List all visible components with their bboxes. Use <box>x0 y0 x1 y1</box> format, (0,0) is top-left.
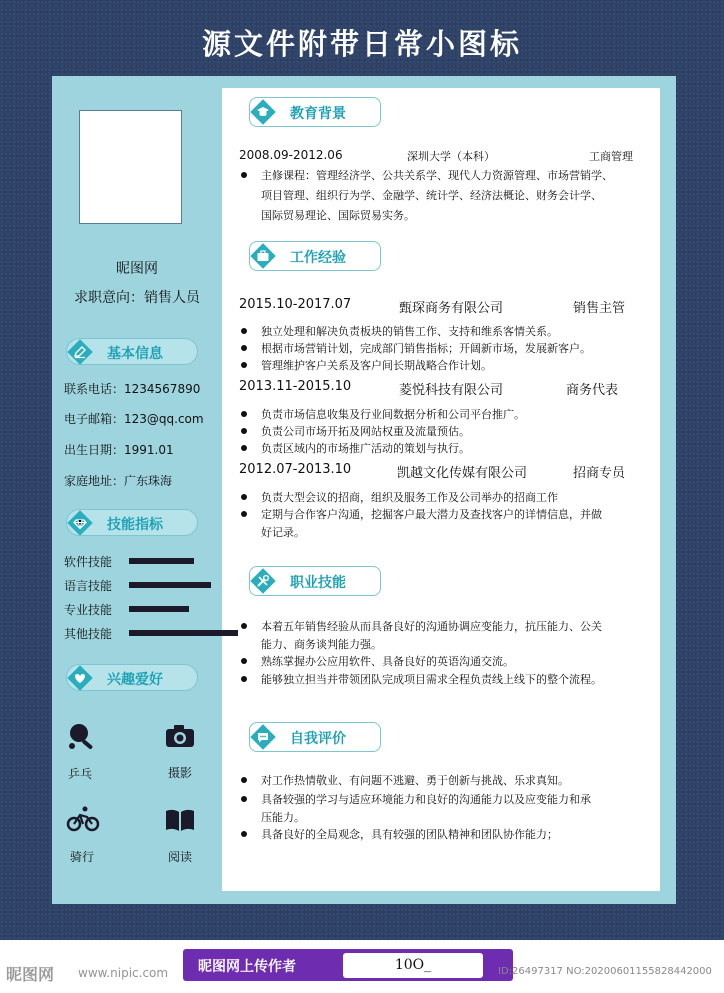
watermark-url: www.nipic.com <box>78 966 169 980</box>
skill-line: 能力、商务谈判能力强。 <box>261 638 382 651</box>
bullet <box>241 676 247 682</box>
job-position: 商务代表 <box>566 383 619 398</box>
duty-line: 根据市场营销计划，完成部门销售指标；开阔新市场，发展新客户。 <box>261 342 591 355</box>
bicycle-icon <box>66 806 100 832</box>
bullet <box>241 831 247 837</box>
image-id-line: ID:26497317 NO:20200601155828442000 <box>498 966 712 977</box>
self-eval-line: 对工作热情敬业、有问题不逃避、勇于创新与挑战、乐求真知。 <box>261 774 569 787</box>
ping-pong-icon <box>66 722 100 752</box>
email-text: 电子邮箱：123@qq.com <box>64 412 204 426</box>
bullet <box>241 411 247 417</box>
skill-line: 本着五年销售经验从而具备良好的沟通协调应变能力，抗压能力、公关 <box>261 620 602 633</box>
duty-line: 负责大型会议的招商，组织及服务工作及公司举办的招商工作 <box>261 491 558 504</box>
uploader-name[interactable]: 10O_ <box>343 953 483 978</box>
job-period: 2013.11-2015.10 <box>239 379 352 394</box>
course-line: 主修课程：管理经济学、公共关系学、现代人力资源管理、市场营销学、 <box>261 169 613 182</box>
bullet <box>241 494 247 500</box>
job-intent: 求职意向：销售人员 <box>74 290 200 306</box>
book-icon <box>165 808 195 832</box>
hobby-label: 摄影 <box>167 766 192 780</box>
duty-line: 独立处理和解决负责板块的销售工作、支持和维系客情关系。 <box>261 325 558 338</box>
job-company: 菱悦科技有限公司 <box>399 383 504 398</box>
skill-label: 软件技能 <box>64 555 113 569</box>
tools-icon <box>252 570 274 592</box>
skills-title: 技能指标 <box>107 517 163 533</box>
photo-placeholder[interactable] <box>79 110 182 224</box>
job-company: 凯越文化传媒有限公司 <box>397 466 528 481</box>
birth-date-text: 出生日期：1991.01 <box>64 443 174 457</box>
camera-icon <box>165 724 195 748</box>
job-company: 甄琛商务有限公司 <box>399 301 504 316</box>
duty-line: 定期与合作客户沟通，挖掘客户最大潜力及查找客户的详情信息，并做 <box>261 508 602 521</box>
job-position: 招商专员 <box>573 466 626 481</box>
basic-info-title: 基本信息 <box>107 346 163 362</box>
education-period: 2008.09-2012.06 <box>239 148 343 162</box>
chat-bubble-icon <box>252 726 274 748</box>
diamond-gem-icon <box>69 512 91 534</box>
bullet <box>241 428 247 434</box>
bullet <box>241 511 247 517</box>
hobbies-header <box>66 664 198 691</box>
duty-line: 好记录。 <box>261 526 305 539</box>
course-line: 项目管理、组织行为学、金融学、统计学、经济法概论、财务会计学、 <box>261 189 602 202</box>
hobbies-title: 兴趣爱好 <box>107 672 163 688</box>
education-title: 教育背景 <box>290 106 346 122</box>
bullet <box>241 777 247 783</box>
skill-bar <box>129 582 211 588</box>
education-school: 深圳大学（本科） <box>407 150 495 163</box>
hobby-label: 乒乓 <box>67 767 92 781</box>
duty-line: 管理维护客户关系及客户间长期战略合作计划。 <box>261 359 492 372</box>
watermark-logo: 昵图网 <box>6 965 55 984</box>
graduation-cap-icon <box>252 101 274 123</box>
duty-line: 负责公司市场开拓及网站权重及流量预估。 <box>261 425 470 438</box>
skill-line: 熟练掌握办公应用软件、具备良好的英语沟通交流。 <box>261 655 514 668</box>
phone-text: 联系电话：1234567890 <box>64 382 201 396</box>
heart-icon <box>69 667 91 689</box>
job-period: 2015.10-2017.07 <box>239 297 352 312</box>
hobby-label: 骑行 <box>69 850 94 864</box>
bullet <box>241 796 247 802</box>
work-title: 工作经验 <box>290 250 346 266</box>
bullet <box>241 658 247 664</box>
self-eval-line: 具备较强的学习与适应环境能力和良好的沟通能力以及应变能力和承 <box>261 793 591 806</box>
bullet <box>241 623 247 629</box>
basic-info-header <box>66 338 198 365</box>
briefcase-icon <box>252 245 274 267</box>
duty-line: 负责市场信息收集及行业间数据分析和公司平台推广。 <box>261 408 525 421</box>
skill-bar <box>129 630 238 636</box>
skill-line: 能够独立担当并带领团队完成项目需求全程负责线上线下的整个流程。 <box>261 673 602 686</box>
professional-skills-title: 职业技能 <box>290 575 346 591</box>
applicant-name: 昵图网 <box>116 261 158 277</box>
job-position: 销售主管 <box>573 301 626 316</box>
skill-bar <box>129 606 189 612</box>
self-eval-header <box>249 722 381 752</box>
skill-label: 其他技能 <box>64 627 113 641</box>
edit-icon <box>69 341 91 363</box>
skill-bar <box>129 558 194 564</box>
course-line: 国际贸易理论、国际贸易实务。 <box>261 209 415 222</box>
job-period: 2012.07-2013.10 <box>239 462 352 477</box>
hobby-label: 阅读 <box>167 850 192 864</box>
skill-label: 专业技能 <box>64 603 113 617</box>
education-header <box>249 97 381 127</box>
bullet <box>241 345 247 351</box>
professional-skills-header <box>249 566 381 596</box>
skill-label: 语言技能 <box>64 579 113 593</box>
education-major: 工商管理 <box>589 150 633 163</box>
bullet <box>241 445 247 451</box>
self-eval-line: 具备良好的全局观念，具有较强的团队精神和团队协作能力； <box>261 828 558 841</box>
bullet <box>241 328 247 334</box>
work-header <box>249 241 381 271</box>
page-title: 源文件附带日常小图标 <box>201 27 522 61</box>
skills-header <box>66 509 198 536</box>
uploader-label: 昵图网上传作者 <box>198 959 296 975</box>
address-text: 家庭地址：广东珠海 <box>64 474 173 488</box>
self-eval-line: 压能力。 <box>261 811 305 824</box>
bullet <box>241 362 247 368</box>
bullet <box>241 172 247 178</box>
duty-line: 负责区域内的市场推广活动的策划与执行。 <box>261 442 470 455</box>
self-eval-title: 自我评价 <box>290 731 346 747</box>
